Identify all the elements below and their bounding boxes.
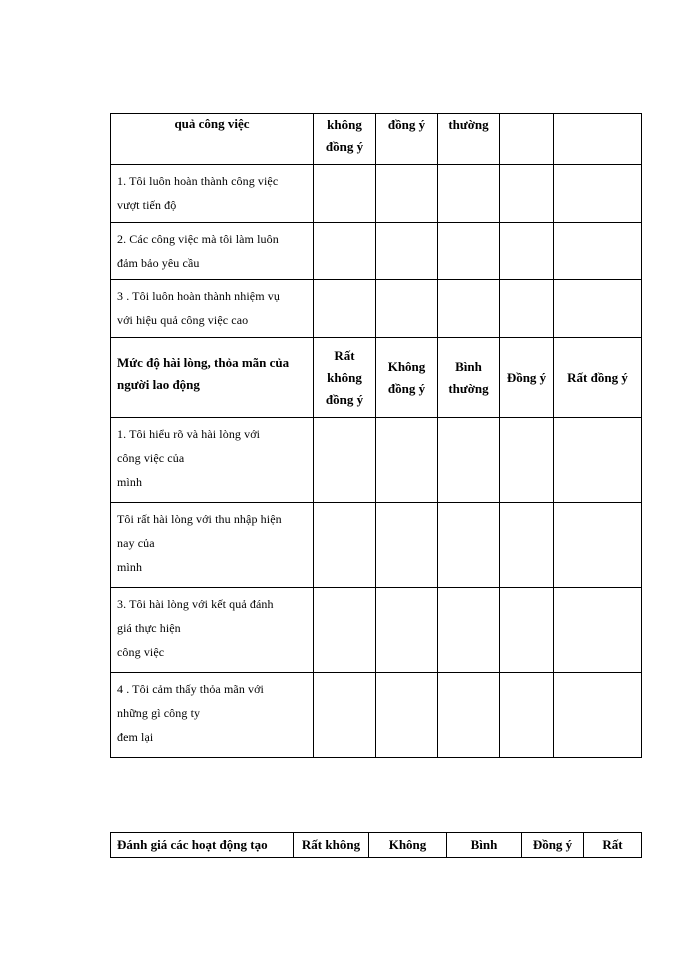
answer-cell[interactable] (438, 165, 500, 223)
answer-cell[interactable] (314, 165, 376, 223)
statement-cell: 1. Tôi luôn hoàn thành công việc vượt tiến độ (111, 165, 314, 223)
option-header: Rất không đồng ý (314, 338, 376, 418)
statement-cell: 3. Tôi hài lòng với kết quả đánh giá thực hiện công việc (111, 588, 314, 673)
option-header (500, 114, 554, 165)
answer-cell[interactable] (376, 418, 438, 503)
answer-cell[interactable] (438, 223, 500, 280)
option-header: Không (369, 833, 447, 858)
table-row (111, 673, 642, 758)
answer-cell[interactable] (500, 280, 554, 338)
option-header: Không đồng ý (376, 338, 438, 418)
criterion-header: quả công việc (111, 114, 314, 165)
table-header-row (111, 114, 642, 165)
answer-cell[interactable] (554, 503, 642, 588)
option-header: đồng ý (376, 114, 438, 165)
option-header: Bình (447, 833, 522, 858)
answer-cell[interactable] (376, 588, 438, 673)
answer-cell[interactable] (500, 588, 554, 673)
statement-cell: 3 . Tôi luôn hoàn thành nhiệm vụ với hiệu quả công việc cao (111, 280, 314, 338)
answer-cell[interactable] (376, 673, 438, 758)
answer-cell[interactable] (314, 280, 376, 338)
answer-cell[interactable] (438, 503, 500, 588)
option-header: Đồng ý (500, 338, 554, 418)
answer-cell[interactable] (314, 588, 376, 673)
answer-cell[interactable] (554, 280, 642, 338)
survey-table-2 (110, 832, 642, 858)
section-title: Mức độ hài lòng, thỏa mãn của người lao động (111, 338, 314, 418)
answer-cell[interactable] (500, 503, 554, 588)
table-row (111, 588, 642, 673)
answer-cell[interactable] (554, 418, 642, 503)
answer-cell[interactable] (500, 165, 554, 223)
table-row (111, 418, 642, 503)
answer-cell[interactable] (554, 223, 642, 280)
survey-table-1 (110, 113, 642, 758)
criterion-header: Đánh giá các hoạt động tạo (111, 833, 294, 858)
option-header: Rất (584, 833, 642, 858)
answer-cell[interactable] (438, 280, 500, 338)
statement-cell: Tôi rất hài lòng với thu nhập hiện nay của mình (111, 503, 314, 588)
answer-cell[interactable] (438, 673, 500, 758)
answer-cell[interactable] (554, 165, 642, 223)
table-row (111, 503, 642, 588)
option-header: Rất đồng ý (554, 338, 642, 418)
table-row (111, 223, 642, 280)
answer-cell[interactable] (376, 280, 438, 338)
option-header (554, 114, 642, 165)
statement-cell: 4 . Tôi cảm thấy thỏa mãn với những gì công ty đem lại (111, 673, 314, 758)
answer-cell[interactable] (438, 588, 500, 673)
answer-cell[interactable] (314, 418, 376, 503)
answer-cell[interactable] (500, 673, 554, 758)
option-header: không đồng ý (314, 114, 376, 165)
option-header: Bình thường (438, 338, 500, 418)
option-header: Rất không (294, 833, 369, 858)
table-row (111, 280, 642, 338)
option-header: thường (438, 114, 500, 165)
answer-cell[interactable] (314, 223, 376, 280)
answer-cell[interactable] (554, 673, 642, 758)
table-row (111, 165, 642, 223)
statement-cell: 1. Tôi hiểu rõ và hài lòng với công việc của mình (111, 418, 314, 503)
answer-cell[interactable] (376, 223, 438, 280)
answer-cell[interactable] (376, 503, 438, 588)
section-header-row (111, 338, 642, 418)
answer-cell[interactable] (376, 165, 438, 223)
answer-cell[interactable] (500, 418, 554, 503)
table-header-row (111, 833, 642, 858)
answer-cell[interactable] (314, 673, 376, 758)
answer-cell[interactable] (438, 418, 500, 503)
answer-cell[interactable] (500, 223, 554, 280)
statement-cell: 2. Các công việc mà tôi làm luôn đảm bảo yêu cầu (111, 223, 314, 280)
answer-cell[interactable] (554, 588, 642, 673)
option-header: Đồng ý (522, 833, 584, 858)
answer-cell[interactable] (314, 503, 376, 588)
